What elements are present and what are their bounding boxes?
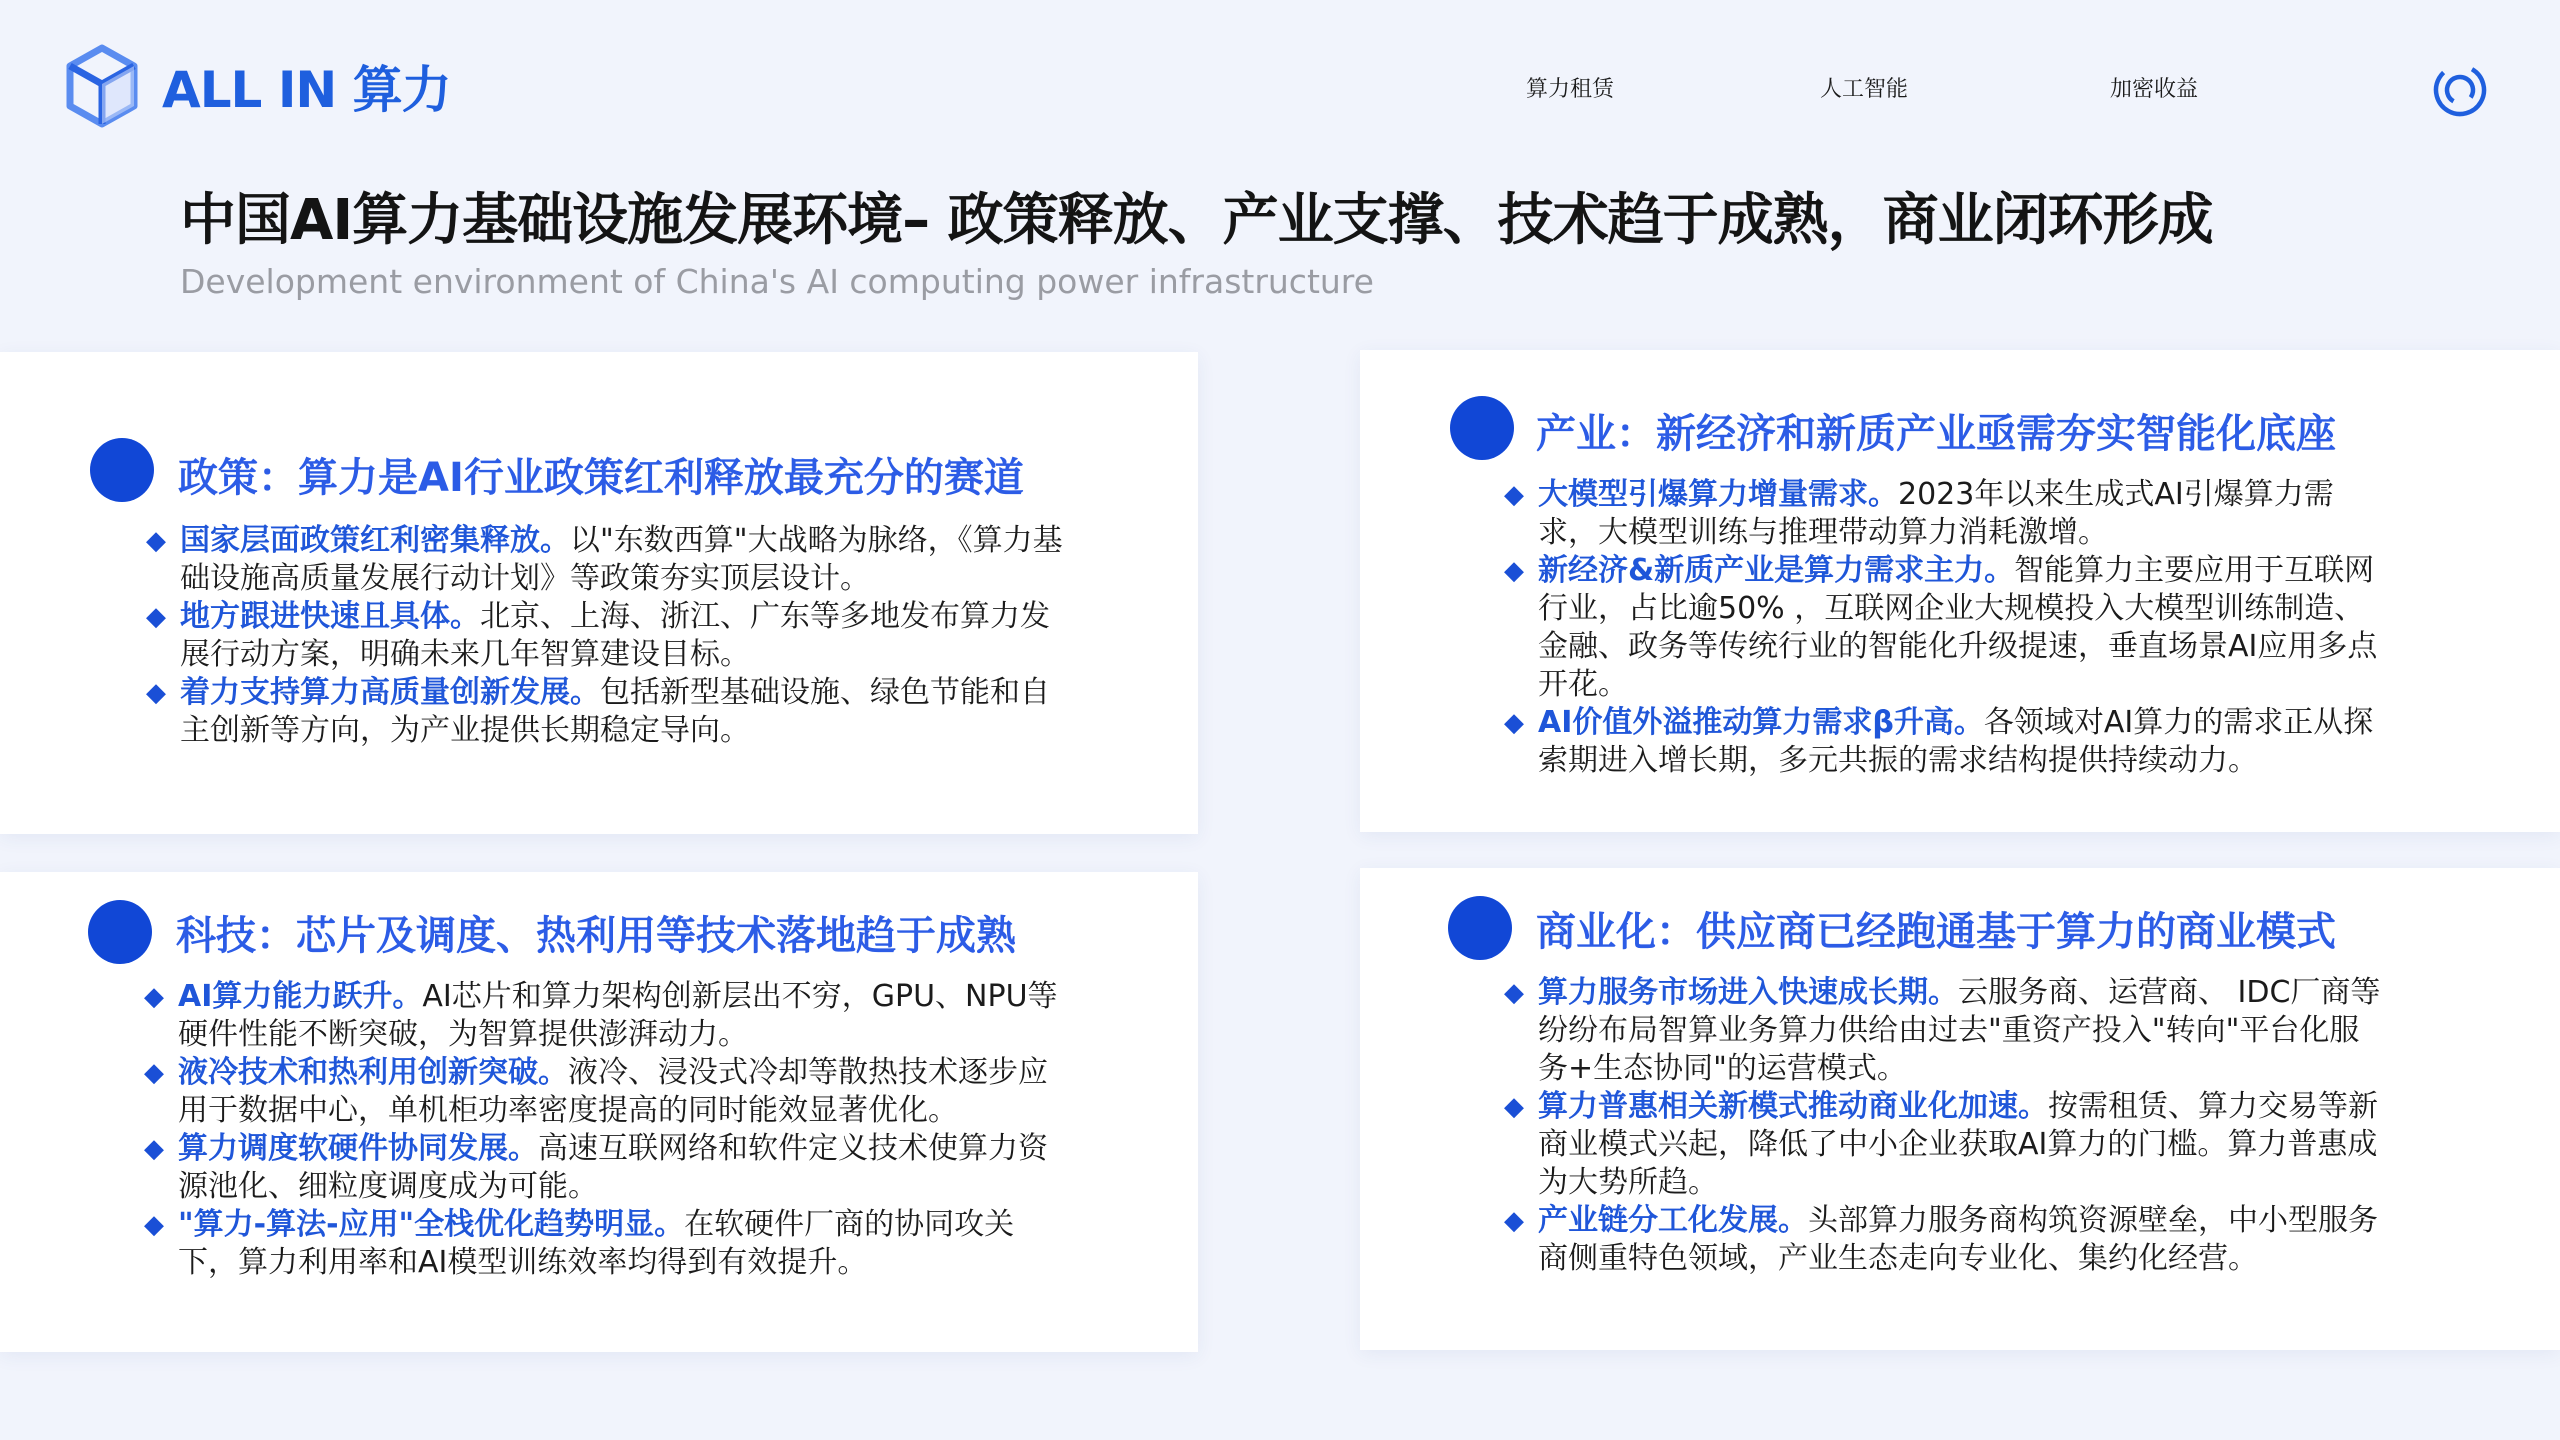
technology-card (0, 872, 1198, 1352)
diamond-bullet-icon: ◆ (1504, 978, 1524, 1008)
commercialization-card (1360, 868, 2560, 1350)
list-item: ◆ 算力普惠相关新模式推动商业化加速。按需租赁、算力交易等新商业模式兴起，降低了中小企业获取AI算力的门槛。算力普惠成为大势所趋。 (1504, 1089, 2378, 1200)
industry-card-dot (1450, 396, 1514, 460)
diamond-bullet-icon: ◆ (144, 1058, 164, 1088)
nav-item-compute-rental[interactable]: 算力租赁 (1526, 77, 1615, 102)
technology-card-list (144, 978, 1074, 1282)
page-title: 中国AI算力基础设施发展环境– 政策释放、产业支撑、技术趋于成熟，商业闭环形成 (180, 188, 2213, 253)
diamond-bullet-icon: ◆ (144, 1210, 164, 1240)
diamond-bullet-icon: ◆ (1504, 480, 1524, 510)
list-item: ◆ 算力调度软硬件协同发展。高速互联网络和软件定义技术使算力资源池化、细粒度调度成为可能。 (144, 1131, 1048, 1204)
nav-item-ai[interactable]: 人工智能 (1820, 77, 1909, 102)
nav-item-crypto-yield[interactable]: 加密收益 (2110, 77, 2199, 102)
page-subtitle: Development environment of China's AI computing power infrastructure (180, 262, 1374, 301)
technology-card-dot (88, 900, 152, 964)
brand-name: ALL IN 算力 (162, 61, 451, 119)
industry-card-title: 产业：新经济和新质产业亟需夯实智能化底座 (1536, 411, 2336, 457)
diamond-bullet-icon: ◆ (144, 982, 164, 1012)
diamond-bullet-icon: ◆ (1504, 556, 1524, 586)
list-item: ◆ 产业链分工化发展。头部算力服务商构筑资源壁垒，中小型服务商侧重特色领域，产业生态走向专业化、集约化经营。 (1504, 1203, 2378, 1276)
diamond-bullet-icon: ◆ (1504, 1206, 1524, 1236)
diamond-bullet-icon: ◆ (146, 678, 166, 708)
commercialization-card-dot (1448, 896, 1512, 960)
diamond-bullet-icon: ◆ (1504, 708, 1524, 738)
policy-card (0, 352, 1198, 834)
policy-card-list (146, 522, 1066, 750)
diamond-bullet-icon: ◆ (1504, 1092, 1524, 1122)
policy-card-dot (90, 438, 154, 502)
diamond-bullet-icon: ◆ (146, 602, 166, 632)
brand-logo[interactable] (64, 44, 451, 128)
industry-card-list (1504, 476, 2384, 780)
diamond-bullet-icon: ◆ (146, 526, 166, 556)
commercialization-card-title: 商业化：供应商已经跑通基于算力的商业模式 (1536, 909, 2336, 955)
industry-card (1360, 350, 2560, 832)
diamond-bullet-icon: ◆ (144, 1134, 164, 1164)
list-item: ◆ AI价值外溢推动算力需求β升高。各领域对AI算力的需求正从探索期进入增长期，多元共振的需求结构提供持续动力。 (1504, 705, 2374, 778)
list-item: ◆ 地方跟进快速且具体。北京、上海、浙江、广东等多地发布算力发展行动方案，明确未来几年智算建设目标。 (146, 599, 1050, 672)
policy-card-title: 政策：算力是AI行业政策红利释放最充分的赛道 (178, 455, 1024, 501)
list-item: ◆ "算力-算法-应用"全栈优化趋势明显。在软硬件厂商的协同攻关下，算力利用率和AI模型训练效率均得到有效提升。 (144, 1207, 1015, 1280)
cube-logo-icon (64, 44, 140, 128)
circle-refresh-icon[interactable] (2432, 62, 2488, 118)
list-item: ◆ 液冷技术和热利用创新突破。液冷、浸没式冷却等散热技术逐步应用于数据中心，单机柜功率密度提高的同时能效显著优化。 (144, 1055, 1048, 1128)
commercialization-card-list (1504, 974, 2384, 1278)
list-item: ◆ 算力服务市场进入快速成长期。云服务商、运营商、 IDC厂商等纷纷布局智算业务算力供给由过去"重资产投入"转向"平台化服务+生态协同"的运营模式。 (1504, 975, 2381, 1086)
list-item: ◆ 大模型引爆算力增量需求。2023年以来生成式AI引爆算力需求，大模型训练与推理带动算力消耗激增。 (1504, 477, 2334, 550)
list-item: ◆ 着力支持算力高质量创新发展。包括新型基础设施、绿色节能和自主创新等方向，为产业提供长期稳定导向。 (146, 675, 1050, 748)
list-item: ◆ 新经济&新质产业是算力需求主力。智能算力主要应用于互联网行业，占比逾50% ，互联网企业大规模投入大模型训练制造、金融、政务等传统行业的智能化升级提速，垂直场景AI应用多点开花。 (1504, 553, 2378, 702)
list-item: ◆ 国家层面政策红利密集释放。以"东数西算"大战略为脉络，《算力基础设施高质量发展行动计划》等政策夯实顶层设计。 (146, 523, 1063, 596)
list-item: ◆ AI算力能力跃升。AI芯片和算力架构创新层出不穷，GPU、NPU等硬件性能不断突破，为智算提供澎湃动力。 (144, 979, 1058, 1052)
technology-card-title: 科技：芯片及调度、热利用等技术落地趋于成熟 (176, 913, 1016, 959)
